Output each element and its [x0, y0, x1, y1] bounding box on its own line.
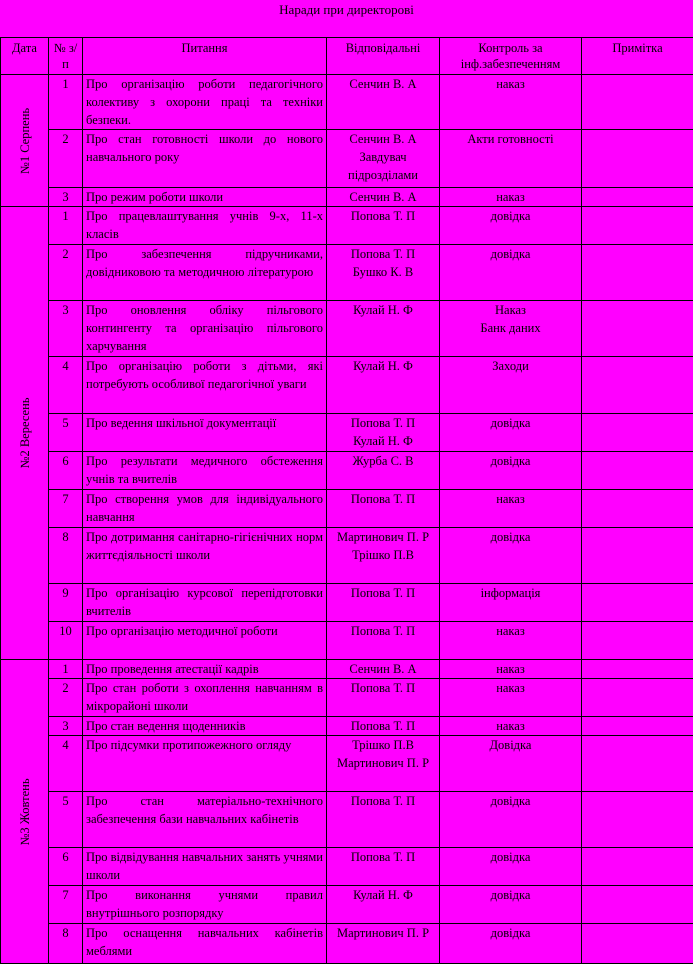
item-topic: Про працевлаштування учнів 9-х, 11-х класів [83, 207, 327, 245]
item-number: 10 [49, 622, 83, 660]
item-number: 4 [49, 736, 83, 792]
item-control [440, 75, 582, 130]
item-number: 1 [49, 660, 83, 679]
item-topic: Про оновлення обліку пільгового контингенту та організацію пільгового харчування [83, 301, 327, 357]
item-responsible-line: Попова Т. П [330, 490, 436, 508]
item-responsible [327, 75, 440, 130]
table-row [1, 301, 693, 357]
item-control-line: довідка [443, 886, 578, 904]
item-topic: Про ведення шкільної документації [83, 414, 327, 452]
item-topic: Про стан готовності школи до нового навчального року [83, 130, 327, 188]
item-responsible-line: Попова Т. П [330, 245, 436, 263]
item-topic: Про забезпечення підручниками, довідниковою та методичною літературою [83, 245, 327, 301]
item-note [582, 301, 693, 357]
item-number: 1 [49, 207, 83, 245]
item-responsible-line: Кулай Н. Ф [330, 886, 436, 904]
item-responsible [327, 414, 440, 452]
item-control-line: довідка [443, 414, 578, 432]
item-note [582, 924, 693, 964]
item-responsible-line: Попова Т. П [330, 792, 436, 810]
item-number: 6 [49, 452, 83, 490]
item-control [440, 660, 582, 679]
item-control-line: довідка [443, 452, 578, 470]
item-control-line: інформація [443, 584, 578, 602]
item-number: 9 [49, 584, 83, 622]
item-responsible [327, 207, 440, 245]
item-responsible [327, 848, 440, 886]
item-number: 7 [49, 886, 83, 924]
item-number: 8 [49, 528, 83, 584]
item-responsible [327, 660, 440, 679]
item-number: 3 [49, 717, 83, 736]
item-control [440, 848, 582, 886]
item-control-line: наказ [443, 679, 578, 697]
table-row [1, 528, 693, 584]
item-note [582, 75, 693, 130]
item-note [582, 357, 693, 414]
header-topic: Питання [83, 38, 327, 75]
table-row [1, 245, 693, 301]
item-control [440, 245, 582, 301]
item-responsible [327, 717, 440, 736]
item-note [582, 584, 693, 622]
item-responsible [327, 584, 440, 622]
item-responsible-line: Попова Т. П [330, 584, 436, 602]
header-note: Примітка [582, 38, 693, 75]
item-number: 6 [49, 848, 83, 886]
table-row [1, 924, 693, 964]
item-responsible-line: Попова Т. П [330, 207, 436, 225]
item-topic: Про організацію курсової перепідготовки вчителів [83, 584, 327, 622]
item-responsible-line: Сенчин В. А [330, 660, 436, 678]
item-responsible-line: Попова Т. П [330, 679, 436, 697]
item-topic: Про організацію роботи педагогічного колективу з охорони праці та техніки безпеки. [83, 75, 327, 130]
item-control [440, 207, 582, 245]
item-control [440, 886, 582, 924]
item-control [440, 452, 582, 490]
item-topic: Про проведення атестації кадрів [83, 660, 327, 679]
item-responsible-line: Мартинович П. Р [330, 528, 436, 546]
header-responsible: Відповідальні [327, 38, 440, 75]
item-control-line: довідка [443, 792, 578, 810]
item-topic: Про відвідування навчальних занять учнями школи [83, 848, 327, 886]
item-responsible [327, 490, 440, 528]
table-row [1, 584, 693, 622]
item-control [440, 528, 582, 584]
item-topic: Про оснащення навчальних кабінетів меблями [83, 924, 327, 964]
item-control [440, 584, 582, 622]
item-responsible [327, 736, 440, 792]
page-title: Наради при директорові [0, 2, 693, 18]
item-note [582, 736, 693, 792]
item-responsible-line: Сенчин В. А [330, 188, 436, 206]
item-control [440, 679, 582, 717]
item-control-line: Акти готовності [443, 130, 578, 148]
item-topic: Про організацію роботи з дітьми, які потребують особливої педагогічної уваги [83, 357, 327, 414]
item-control-line: наказ [443, 75, 578, 93]
item-responsible [327, 452, 440, 490]
header-date: Дата [1, 38, 49, 75]
item-responsible-line: Мартинович П. Р [330, 924, 436, 942]
item-responsible-line: Трішко П.В [330, 546, 436, 564]
item-control-line: довідка [443, 848, 578, 866]
header-row [1, 38, 693, 75]
item-control-line: Заходи [443, 357, 578, 375]
item-note [582, 414, 693, 452]
item-number: 4 [49, 357, 83, 414]
item-note [582, 622, 693, 660]
item-responsible-line: Трішко П.В [330, 736, 436, 754]
item-control-line: наказ [443, 717, 578, 735]
item-note [582, 660, 693, 679]
meetings-table [0, 37, 693, 964]
item-responsible-line: Попова Т. П [330, 622, 436, 640]
item-number: 2 [49, 679, 83, 717]
date-cell [1, 207, 49, 660]
meeting-date-label: №1 Серпень [16, 107, 34, 173]
item-control [440, 717, 582, 736]
item-number: 2 [49, 130, 83, 188]
table-row [1, 660, 693, 679]
item-control-line: наказ [443, 490, 578, 508]
item-topic: Про результати медичного обстеження учнів та вчителів [83, 452, 327, 490]
item-topic: Про підсумки протипожежного огляду [83, 736, 327, 792]
item-control [440, 924, 582, 964]
item-responsible [327, 924, 440, 964]
meeting-date-label: №2 Вересень [16, 398, 34, 469]
item-topic: Про стан роботи з охоплення навчанням в мікрорайоні школи [83, 679, 327, 717]
item-note [582, 490, 693, 528]
item-control [440, 301, 582, 357]
item-responsible-line: Завдувач підрозділами [330, 148, 436, 184]
item-responsible-line: Бушко К. В [330, 263, 436, 281]
item-control-line: довідка [443, 207, 578, 225]
item-control-line: довідка [443, 924, 578, 942]
item-control-line: наказ [443, 622, 578, 640]
table-row [1, 207, 693, 245]
item-control-line: Банк даних [443, 319, 578, 337]
date-cell [1, 75, 49, 207]
item-responsible [327, 622, 440, 660]
item-responsible-line: Попова Т. П [330, 414, 436, 432]
item-responsible-line: Кулай Н. Ф [330, 357, 436, 375]
table-row [1, 848, 693, 886]
table-row [1, 188, 693, 207]
item-control [440, 622, 582, 660]
item-control [440, 414, 582, 452]
item-note [582, 452, 693, 490]
item-responsible-line: Кулай Н. Ф [330, 432, 436, 450]
item-topic: Про стан ведення щоденників [83, 717, 327, 736]
item-control [440, 490, 582, 528]
item-number: 7 [49, 490, 83, 528]
item-topic: Про виконання учнями правил внутрішнього розпорядку [83, 886, 327, 924]
item-responsible-line: Мартинович П. Р [330, 754, 436, 772]
item-control [440, 130, 582, 188]
item-control-line: наказ [443, 660, 578, 678]
item-control-line: довідка [443, 245, 578, 263]
table-row [1, 622, 693, 660]
item-responsible [327, 357, 440, 414]
item-number: 5 [49, 792, 83, 848]
item-control-line: наказ [443, 188, 578, 206]
item-responsible-line: Сенчин В. А [330, 75, 436, 93]
item-control [440, 792, 582, 848]
item-topic: Про дотримання санітарно-гігієнічних норм життєдіяльності школи [83, 528, 327, 584]
item-responsible [327, 679, 440, 717]
table-row [1, 452, 693, 490]
item-control-line: довідка [443, 528, 578, 546]
item-responsible [327, 188, 440, 207]
item-responsible-line: Попова Т. П [330, 717, 436, 735]
item-note [582, 848, 693, 886]
item-number: 8 [49, 924, 83, 964]
item-topic: Про режим роботи школи [83, 188, 327, 207]
item-note [582, 188, 693, 207]
item-number: 1 [49, 75, 83, 130]
item-control [440, 736, 582, 792]
table-row [1, 736, 693, 792]
date-cell [1, 660, 49, 964]
header-control: Контроль за інф.забезпеченням [440, 38, 582, 75]
item-responsible-line: Сенчин В. А [330, 130, 436, 148]
table-row [1, 75, 693, 130]
item-number: 2 [49, 245, 83, 301]
table-row [1, 130, 693, 188]
item-control-line: Довідка [443, 736, 578, 754]
item-note [582, 792, 693, 848]
item-responsible [327, 886, 440, 924]
header-num: № з/п [49, 38, 83, 75]
item-note [582, 245, 693, 301]
item-responsible-line: Кулай Н. Ф [330, 301, 436, 319]
item-responsible-line: Журба С. В [330, 452, 436, 470]
item-topic: Про стан матеріально-технічного забезпечення бази навчальних кабінетів [83, 792, 327, 848]
item-number: 3 [49, 188, 83, 207]
item-note [582, 528, 693, 584]
item-control [440, 188, 582, 207]
item-note [582, 679, 693, 717]
item-control [440, 357, 582, 414]
meeting-date-label: №3 Жовтень [16, 778, 34, 845]
item-note [582, 886, 693, 924]
item-note [582, 130, 693, 188]
table-row [1, 357, 693, 414]
item-note [582, 207, 693, 245]
item-responsible [327, 528, 440, 584]
table-row [1, 886, 693, 924]
item-responsible [327, 792, 440, 848]
item-topic: Про організацію методичної роботи [83, 622, 327, 660]
table-row [1, 679, 693, 717]
item-topic: Про створення умов для індивідуального навчання [83, 490, 327, 528]
item-number: 5 [49, 414, 83, 452]
table-row [1, 792, 693, 848]
table-row [1, 414, 693, 452]
item-control-line: Наказ [443, 301, 578, 319]
item-note [582, 717, 693, 736]
item-responsible [327, 130, 440, 188]
table-row [1, 490, 693, 528]
item-number: 3 [49, 301, 83, 357]
table-row [1, 717, 693, 736]
item-responsible [327, 245, 440, 301]
item-responsible [327, 301, 440, 357]
item-responsible-line: Попова Т. П [330, 848, 436, 866]
